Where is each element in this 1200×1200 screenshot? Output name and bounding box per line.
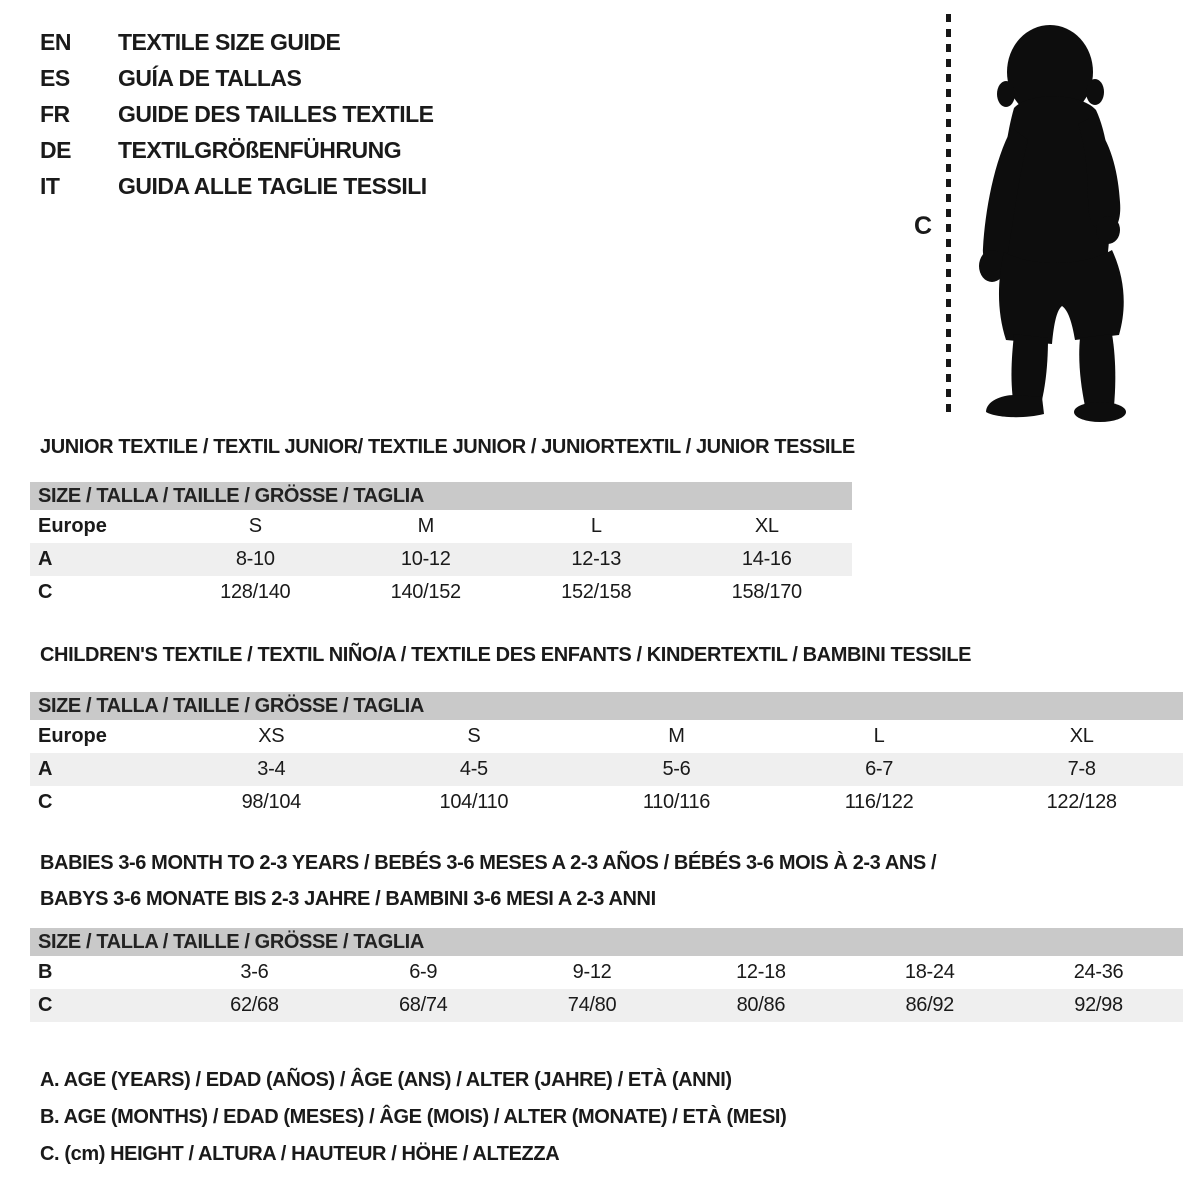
table-row	[30, 576, 852, 609]
babies-section-heading	[40, 845, 936, 917]
size-cell: M	[417, 515, 434, 537]
size-cell: 8-10	[235, 548, 275, 570]
table-row	[30, 543, 852, 576]
language-code: IT	[40, 172, 60, 199]
size-cell: 104/110	[439, 791, 509, 813]
junior-size-table	[30, 482, 852, 609]
size-header-bar: SIZE / TALLA / TAILLE / GRÖSSE / TAGLIA	[30, 928, 1183, 956]
row-label: Europe	[38, 515, 107, 537]
size-cell: 18-24	[904, 961, 955, 983]
size-cell: 128/140	[220, 581, 291, 603]
footnotes	[40, 1062, 786, 1173]
height-measure-dashed-line	[946, 14, 951, 416]
guide-title: GUIDA ALLE TAGLIE TESSILI	[118, 172, 427, 199]
size-cell: 3-4	[257, 758, 286, 780]
toddler-silhouette-icon	[962, 20, 1140, 422]
size-cell: 122/128	[1046, 791, 1117, 813]
guide-title: GUIDE DES TAILLES TEXTILE	[118, 100, 434, 127]
footnote-b: B. AGE (MONTHS) / EDAD (MESES) / ÂGE (MOIS) / ALTER (MONATE) / ETÀ (MESI)	[40, 1106, 787, 1128]
size-cell: 12-18	[736, 961, 786, 983]
size-cell: XS	[258, 725, 285, 747]
size-cell: 158/170	[731, 581, 802, 603]
footnote-c: C. (cm) HEIGHT / ALTURA / HAUTEUR / HÖHE / ALTEZZA	[40, 1143, 560, 1165]
size-cell: S	[248, 515, 262, 537]
language-code: FR	[40, 100, 70, 127]
size-cell: L	[590, 515, 602, 537]
size-cell: 80/86	[736, 994, 786, 1016]
language-title-block	[40, 24, 434, 204]
guide-title: TEXTILE SIZE GUIDE	[118, 28, 341, 55]
size-header-bar: SIZE / TALLA / TAILLE / GRÖSSE / TAGLIA	[30, 482, 852, 510]
babies-heading-line-2: BABYS 3-6 MONATE BIS 2-3 JAHRE / BAMBINI 3-6 MESI A 2-3 ANNI	[40, 888, 656, 910]
table-row	[30, 753, 1183, 786]
footnote-a: A. AGE (YEARS) / EDAD (AÑOS) / ÂGE (ANS) / ALTER (JAHRE) / ETÀ (ANNI)	[40, 1069, 732, 1091]
language-row	[40, 132, 434, 168]
size-cell: 24-36	[1073, 961, 1124, 983]
table-row	[30, 720, 1183, 753]
size-cell: 74/80	[567, 994, 617, 1016]
size-cell: M	[668, 725, 685, 747]
height-measure-label: C	[914, 212, 933, 240]
size-cell: 5-6	[662, 758, 691, 780]
guide-title: GUÍA DE TALLAS	[118, 64, 302, 91]
row-label: B	[38, 961, 53, 983]
language-code: ES	[40, 64, 70, 91]
guide-title: TEXTILGRÖßENFÜHRUNG	[118, 136, 402, 163]
size-cell: 12-13	[571, 548, 622, 570]
size-cell: 10-12	[400, 548, 451, 570]
language-row	[40, 96, 434, 132]
row-label: A	[38, 758, 53, 780]
size-header-bar: SIZE / TALLA / TAILLE / GRÖSSE / TAGLIA	[30, 692, 1183, 720]
language-row	[40, 168, 434, 204]
children-size-table	[30, 692, 1183, 819]
size-cell: 152/158	[561, 581, 632, 603]
junior-section-heading: JUNIOR TEXTILE / TEXTIL JUNIOR/ TEXTILE JUNIOR / JUNIORTEXTIL / JUNIOR TESSILE	[40, 436, 855, 458]
size-cell: S	[467, 725, 481, 747]
language-row	[40, 60, 434, 96]
size-cell: 6-9	[409, 961, 438, 983]
size-cell: 9-12	[572, 961, 612, 983]
table-row	[30, 989, 1183, 1022]
size-cell: 4-5	[459, 758, 488, 780]
size-cell: 14-16	[741, 548, 792, 570]
size-cell: 6-7	[865, 758, 894, 780]
size-cell: 110/116	[642, 791, 711, 813]
row-label: C	[38, 791, 53, 813]
size-cell: 92/98	[1074, 994, 1123, 1016]
babies-heading-line-1: BABIES 3-6 MONTH TO 2-3 YEARS / BEBÉS 3-6 MESES A 2-3 AÑOS / BÉBÉS 3-6 MOIS À 2-3 ANS /	[40, 852, 937, 874]
size-cell: 7-8	[1067, 758, 1096, 780]
language-code: DE	[40, 136, 71, 163]
size-cell: 116/122	[844, 791, 914, 813]
size-cell: XL	[1069, 725, 1094, 747]
row-label: A	[38, 548, 53, 570]
size-cell: L	[873, 725, 885, 747]
row-label: Europe	[38, 725, 107, 747]
height-figure	[900, 6, 1196, 428]
table-row	[30, 510, 852, 543]
size-cell: 86/92	[905, 994, 954, 1016]
size-cell: 3-6	[240, 961, 269, 983]
size-cell: XL	[754, 515, 779, 537]
children-section-heading: CHILDREN'S TEXTILE / TEXTIL NIÑO/A / TEXTILE DES ENFANTS / KINDERTEXTIL / BAMBINI TESSILE	[40, 644, 972, 666]
babies-size-table	[30, 928, 1183, 1022]
size-cell: 140/152	[390, 581, 461, 603]
row-label: C	[38, 581, 53, 603]
table-row	[30, 786, 1183, 819]
row-label: C	[38, 994, 53, 1016]
size-cell: 68/74	[398, 994, 448, 1016]
language-row	[40, 24, 434, 60]
size-cell: 98/104	[241, 791, 301, 813]
size-cell: 62/68	[230, 994, 279, 1016]
language-code: EN	[40, 28, 71, 55]
table-row	[30, 956, 1183, 989]
